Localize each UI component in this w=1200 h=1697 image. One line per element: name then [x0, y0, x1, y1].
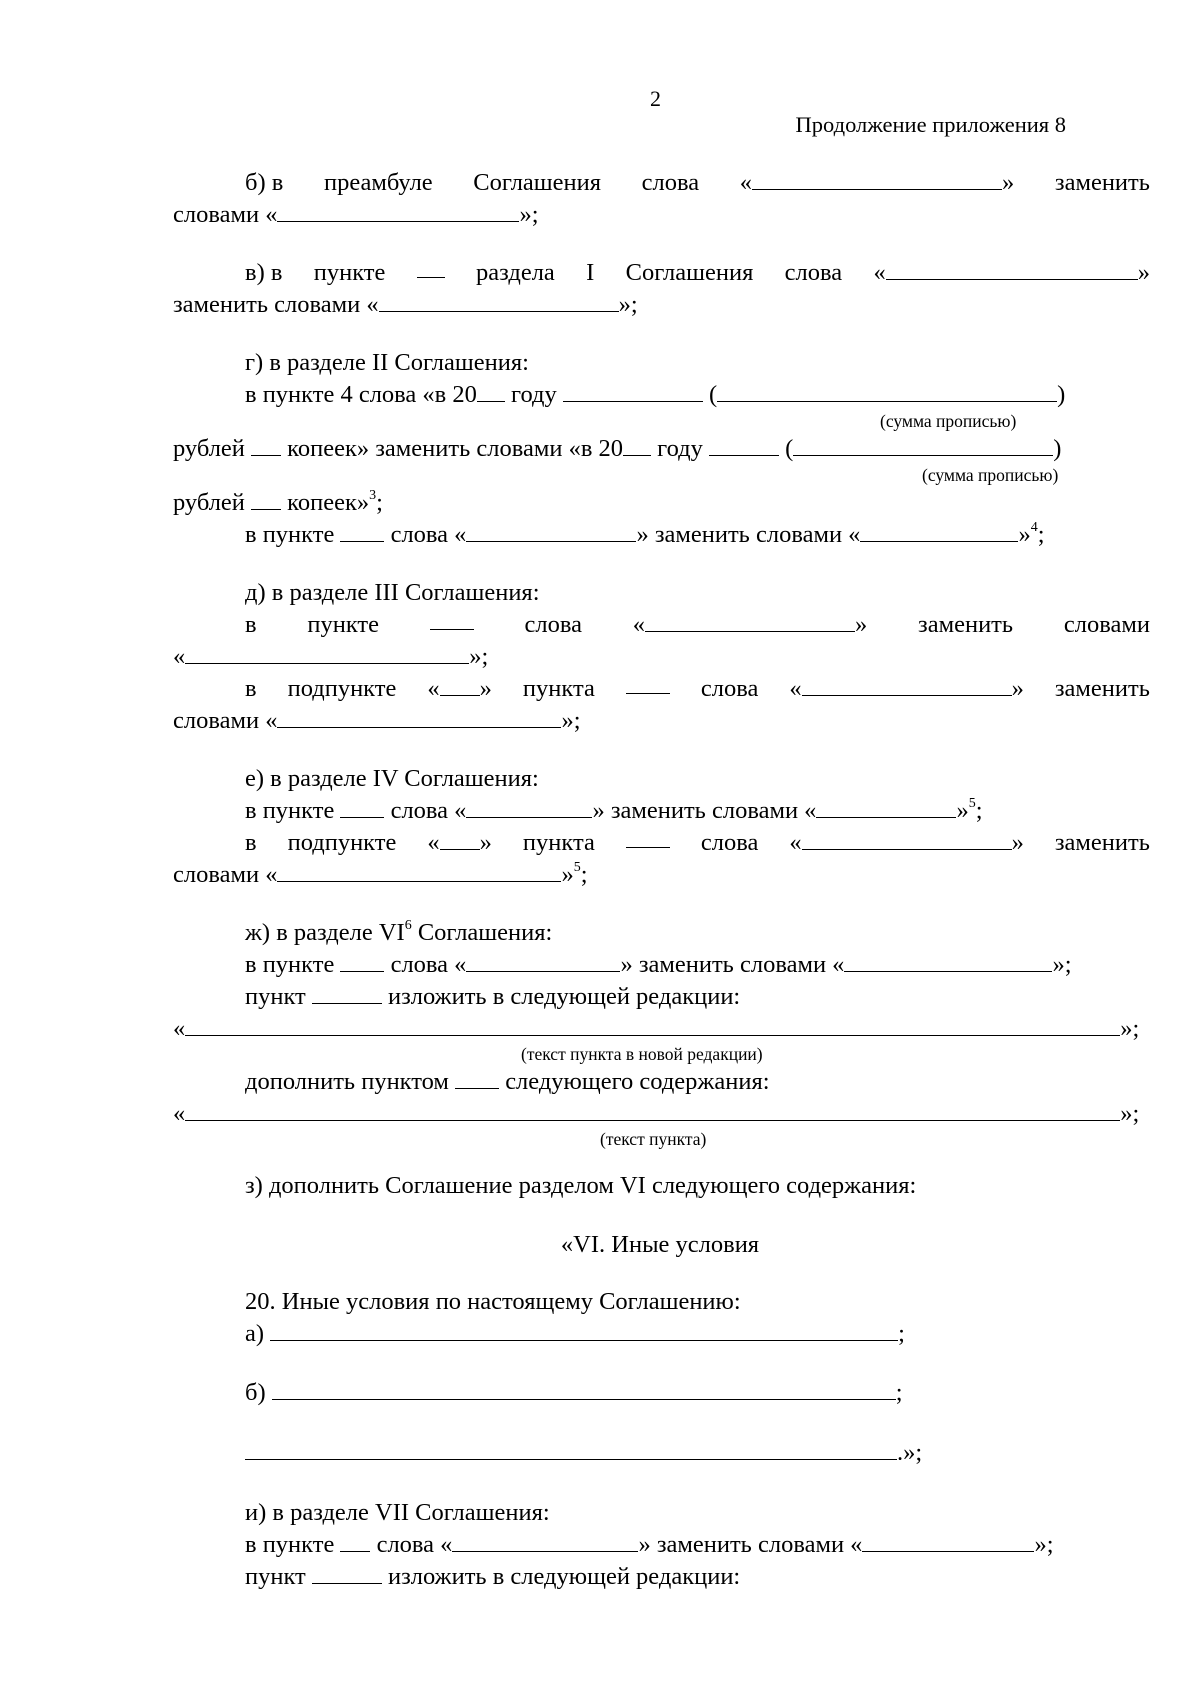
- header-continuation: Продолжение приложения 8: [795, 112, 1066, 137]
- item-zh-line5: « »;: [173, 1100, 1140, 1127]
- blank: [430, 609, 474, 630]
- blank: [466, 951, 620, 972]
- item-e-line1: в пункте слова « » заменить словами « »$^5$;: [245, 795, 983, 824]
- blank: [623, 435, 651, 456]
- blank: [626, 827, 670, 848]
- item-d-line2: « »;: [173, 643, 489, 670]
- footnote-ref-3: 3: [369, 487, 377, 503]
- blank: [277, 861, 561, 882]
- blank: [802, 675, 1012, 696]
- blank: [563, 381, 703, 402]
- caption-new-text: (текст пункта в новой редакции): [521, 1044, 763, 1064]
- item-d-line4: словами « »;: [173, 707, 581, 734]
- item-zh-line2: пункт изложить в следующей редакции:: [245, 983, 741, 1010]
- item-z-title: з) дополнить Соглашение разделом VI следующего содержания:: [245, 1172, 917, 1199]
- item-zh-title: ж) в разделе $VI^6$ Соглашения:: [245, 917, 553, 946]
- item-e-line3: словами « »$^5$;: [173, 859, 588, 888]
- blank: [466, 797, 592, 818]
- blank: [477, 381, 505, 402]
- blank: [709, 435, 779, 456]
- item-d-line3: в подпункте « » пункта слова « » заменить: [245, 675, 1150, 702]
- blank: [185, 643, 469, 664]
- caption-point-text: (текст пункта): [600, 1129, 707, 1149]
- blank: [886, 259, 1138, 280]
- caption-amount-words-1: (сумма прописью): [880, 411, 1017, 431]
- item-zh-line3: « »;: [173, 1015, 1140, 1042]
- blank: [862, 1531, 1034, 1552]
- blank: [802, 829, 1012, 850]
- blank: [245, 1439, 897, 1460]
- blank: [440, 675, 480, 696]
- blank: [440, 829, 480, 850]
- blank: [844, 951, 1052, 972]
- item-z-p20: 20. Иные условия по настоящему Соглашению:: [245, 1288, 741, 1315]
- blank: [626, 673, 670, 694]
- blank: [645, 611, 855, 632]
- blank: [251, 435, 281, 456]
- blank: [816, 797, 956, 818]
- item-v-line1: в) в пункте раздела I Соглашения слова « »: [245, 259, 1150, 286]
- item-g-line1: в пункте 4 слова «в 20 году ( ): [245, 381, 1066, 408]
- blank: [340, 797, 384, 818]
- footnote-ref-6: 6: [404, 917, 412, 933]
- blank: [312, 983, 382, 1004]
- item-i-title: и) в разделе VII Соглашения:: [245, 1499, 550, 1526]
- blank: [270, 1320, 898, 1341]
- item-e-title: е) в разделе IV Соглашения:: [245, 765, 539, 792]
- item-g-line2: рублей копеек» заменить словами «в 20 году ( ): [173, 435, 1062, 462]
- item-d-line1: в пункте слова « » заменить словами: [245, 611, 1150, 638]
- item-zh-line1: в пункте слова « » заменить словами « »;: [245, 951, 1072, 978]
- section-heading: «VI. Иные условия: [560, 1231, 760, 1258]
- blank: [752, 169, 1002, 190]
- blank: [793, 435, 1053, 456]
- blank: [312, 1563, 382, 1584]
- blank: [417, 257, 445, 278]
- item-z-c: .»;: [245, 1437, 1150, 1469]
- item-b-line2: словами « »;: [173, 201, 539, 228]
- blank: [251, 489, 281, 510]
- item-b-line1: б) в преамбуле Соглашения слова « » заменить: [245, 169, 1150, 196]
- blank: [860, 521, 1018, 542]
- item-e-line2: в подпункте « » пункта слова « » заменить: [245, 829, 1150, 856]
- item-v-line2: заменить словами « »;: [173, 291, 638, 318]
- footnote-ref-5: 5: [968, 795, 976, 811]
- blank: [277, 707, 561, 728]
- item-i-line2: пункт изложить в следующей редакции:: [245, 1563, 741, 1590]
- blank: [340, 521, 384, 542]
- blank: [466, 521, 636, 542]
- footnote-ref-4: 4: [1030, 519, 1038, 535]
- item-i-line1: в пункте слова « » заменить словами « »;: [245, 1531, 1054, 1558]
- blank: [340, 951, 384, 972]
- blank: [340, 1531, 370, 1552]
- footnote-ref-5b: 5: [573, 859, 581, 875]
- page-number: 2: [650, 86, 661, 111]
- item-g-line3: рублей копеек»$^3$;: [173, 487, 383, 516]
- blank: [185, 1015, 1120, 1036]
- blank: [277, 201, 519, 222]
- item-zh-line4: дополнить пунктом следующего содержания:: [245, 1068, 770, 1095]
- blank: [455, 1068, 499, 1089]
- blank: [185, 1100, 1120, 1121]
- blank: [717, 381, 1057, 402]
- item-g-line4: в пункте слова « » заменить словами « »$^4$;: [245, 519, 1045, 548]
- item-d-title: д) в разделе III Соглашения:: [245, 579, 540, 606]
- item-g-title: г) в разделе II Соглашения:: [245, 349, 529, 376]
- caption-amount-words-2: (сумма прописью): [922, 465, 1059, 485]
- item-z-b: б) ;: [245, 1379, 903, 1406]
- blank: [452, 1531, 638, 1552]
- blank: [379, 291, 619, 312]
- item-z-a: а) ;: [245, 1320, 905, 1347]
- blank: [272, 1379, 896, 1400]
